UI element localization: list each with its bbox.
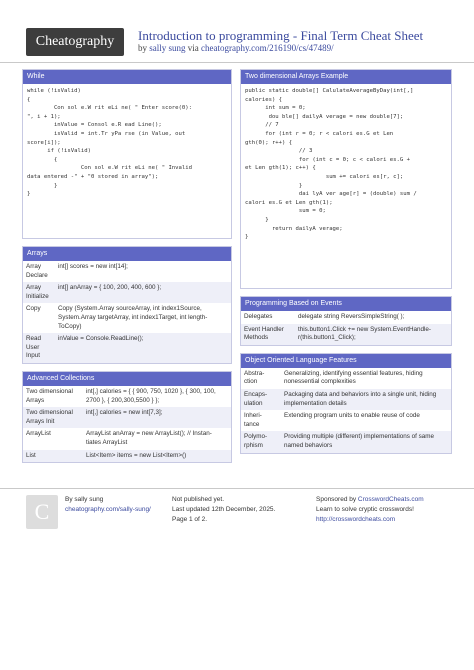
page-title: Introduction to programming - Final Term Cheat Sheet [138, 28, 424, 43]
oop-table [241, 368, 451, 453]
oop-section [240, 353, 452, 454]
row-description: int[] anArray = { 100, 200, 400, 600 }; [55, 282, 231, 303]
table-row [23, 450, 231, 463]
section-heading: Programming Based on Events [241, 297, 451, 311]
row-description: int[,] calories = { { 900, 750, 1020 }, { 300, 100, 2700 }, { 200,300,5500 } }; [86, 387, 216, 404]
arrays-section [22, 246, 232, 364]
row-description: Generalizing, identifying essential features, hiding nonessential complexities [284, 369, 423, 386]
row-description: this.button1.Click += new System.EventHandle- r(this.button1_Click); [295, 324, 451, 345]
row-term: Array Initialize [23, 282, 55, 303]
row-description: Providing multiple (different) implementations of same named behaviors [281, 431, 451, 452]
table-row [241, 410, 451, 431]
footer-publish-info [172, 495, 275, 525]
footer-sponsor [316, 495, 424, 525]
footer-divider [0, 488, 474, 489]
table-row [23, 303, 231, 333]
table-row [241, 324, 451, 345]
sponsor-url-link[interactable]: http://crosswordcheats.com [316, 516, 396, 523]
advanced-table [23, 386, 231, 462]
row-description: Copy (System.Array sourceArray, int index1Source, System.Array targetArray, int index1Target, int length- ToCopy) [58, 305, 208, 330]
footer-author [65, 495, 151, 515]
header-divider [0, 62, 474, 63]
cheatography-logo[interactable]: Cheatography [26, 28, 124, 56]
footer-by-line: By sally sung [65, 496, 104, 503]
two-dim-arrays-section [240, 69, 452, 289]
section-heading: Arrays [23, 247, 231, 261]
section-heading: Object Oriented Language Features [241, 354, 451, 368]
row-description: ArrayList anArray = new ArrayList(); // Instan- tiates ArrayList [86, 430, 212, 446]
sponsor-tagline: Learn to solve cryptic crosswords! [316, 506, 414, 513]
row-description: Extending program units to enable reuse of code [284, 412, 420, 420]
row-term: Copy [26, 305, 41, 313]
sheet-url-link[interactable]: cheatography.com/216190/cs/47489/ [201, 43, 334, 53]
row-description: Packaging data and behaviors into a single unit, hiding implementation details [281, 389, 451, 410]
left-column [22, 69, 232, 470]
last-updated: Last updated 12th December, 2025. [172, 506, 276, 513]
header [0, 0, 474, 62]
published-status: Not published yet. [172, 496, 225, 503]
author-link[interactable]: sally sung [149, 43, 186, 53]
events-section [240, 296, 452, 346]
table-row [241, 431, 451, 452]
row-term: List [23, 450, 83, 463]
table-row [23, 333, 231, 363]
row-term: Abstra- ction [244, 369, 265, 386]
page-number: Page 1 of 2. [172, 516, 208, 523]
table-row [23, 261, 231, 282]
table-row [23, 282, 231, 303]
sponsor-link[interactable]: CrosswordCheats.com [357, 496, 424, 503]
row-description: int[,] calories = new int[7,3]; [83, 407, 231, 428]
row-term: Encaps- ulation [241, 389, 281, 410]
row-term: ArrayList [26, 430, 51, 438]
section-heading: Advanced Collections [23, 372, 231, 386]
row-description: delegate string ReversSimpleString( ); [298, 313, 405, 320]
byline [138, 43, 334, 53]
row-term: Array Declare [26, 263, 48, 279]
table-row [241, 368, 451, 389]
table-row [241, 311, 451, 324]
while-section [22, 69, 232, 239]
row-term: Two dimensional Arrays [26, 387, 73, 404]
row-term: Inheri- tance [244, 412, 262, 428]
section-heading: Two dimensional Arrays Example [241, 70, 451, 84]
section-heading: While [23, 70, 231, 84]
table-row [23, 428, 231, 449]
row-term: Two dimensional Arrays Init [23, 407, 83, 428]
sponsor-line [316, 495, 424, 505]
row-term: Event Handler Methods [241, 324, 295, 345]
by-label: by [138, 43, 147, 53]
table-row [23, 386, 231, 407]
advanced-collections-section [22, 371, 232, 463]
sponsor-prefix: Sponsored by [316, 496, 358, 503]
footer-author-link[interactable]: cheatography.com/sally-sung/ [65, 506, 151, 513]
via-label: via [187, 43, 199, 53]
row-description: inValue = Console.ReadLine(); [55, 333, 231, 363]
row-description: List<Item> items = new List<Item>() [83, 450, 231, 463]
row-term: Polymo- rphism [241, 431, 281, 452]
row-term: Read User Input [23, 333, 55, 363]
right-column [240, 69, 452, 461]
events-table [241, 311, 451, 345]
code-block: public static double[] CalulateAverageByDay(int[,] calories) { int sum = 0; dou ble[] dailyA verage = new double[7]; // 7 for (int r = 0; r < calori es.G et Len gth(0); r++) { // 3 for (int c = 0; c < calori es.G + et Len gth(1); c++) { sum += calori es[r, c]; } dai lyA ver age[r] = (double) sum / calori es.G et Len gth(1); sum = 0; } return dailyA verage; } [245, 88, 417, 241]
row-description: int[] scores = new int[14]; [58, 263, 128, 270]
table-row [23, 407, 231, 428]
author-avatar[interactable]: C [26, 495, 58, 529]
arrays-table [23, 261, 231, 363]
table-row [241, 389, 451, 410]
row-term: Delegates [244, 313, 273, 320]
code-block: while (!isValid) { Con sol e.W rit eLi ne( " Enter score(0): ", i + 1); inValue = Consol e.R ead Line(); isValid = int.Tr yPa rse (in Value, out score[i]); if (!isValid) { Con sol e.W rit eLi ne( " Invalid data entered -" + "0 stored in array"); } } [27, 88, 193, 198]
